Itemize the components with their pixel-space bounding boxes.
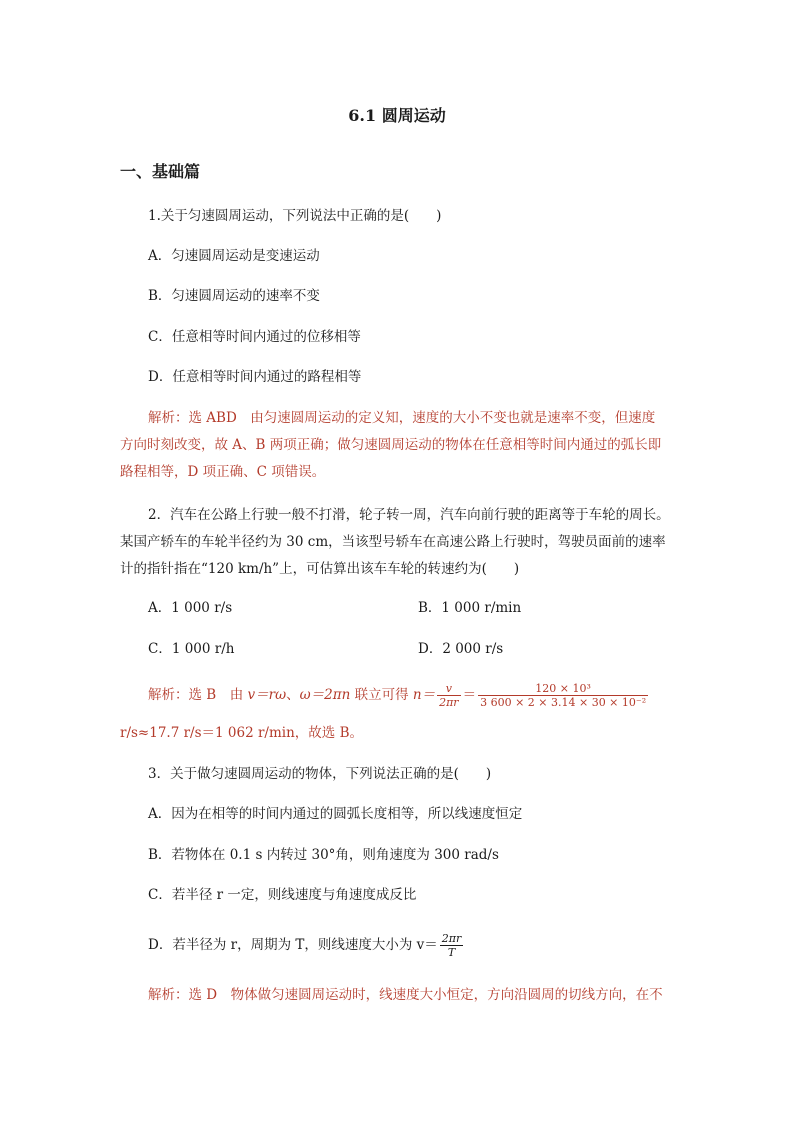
q2-sep: 、 [286,687,300,703]
q2-option-d: D．2 000 r/s [418,641,504,657]
q2-fraction-2-denominator: 3 600 × 2 × 3.14 × 30 × 10⁻² [480,696,647,709]
q1-analysis-line-1: 解析：选 ABD 由匀速圆周运动的定义知，速度的大小不变也就是速率不变，但速度 [148,410,656,426]
q2-eq-omega: ω＝2πn [299,687,351,703]
q3-option-d [148,928,465,962]
q3-option-c: C．若半径 r 一定，则线速度与角速度成反比 [148,887,417,903]
q3-stem: 3．关于做匀速圆周运动的物体，下列说法正确的是( ) [148,766,492,782]
q3-option-b: B．若物体在 0.1 s 内转过 30°角，则角速度为 300 rad/s [148,847,499,863]
q1-option-a: A．匀速圆周运动是变速运动 [148,248,320,264]
q2-stem-line-3: 计的指针指在“120 km/h”上，可估算出该车车轮的转速约为( ) [120,561,520,577]
q2-eq-sign: ＝ [462,687,477,703]
q2-fraction-1-denominator: 2πr [439,696,459,709]
q2-stem-line-2: 某国产轿车的车轮半径约为 30 cm，当该型号轿车在高速公路上行驶时，驾驶员面前的速率 [120,534,666,550]
q2-analysis-line-2: r/s≈17.7 r/s＝1 062 r/min，故选 B。 [120,725,363,741]
q2-option-c: C．1 000 r/h [148,641,235,657]
q1-option-b: B．匀速圆周运动的速率不变 [148,288,320,304]
q3-fraction-numerator: 2πr [441,932,462,945]
q1-option-d: D．任意相等时间内通过的路程相等 [148,369,362,385]
q3-fraction-denominator: T [447,946,456,959]
q3-fraction [440,932,464,959]
q2-fraction-2-numerator: 120 × 10³ [478,682,648,696]
q2-fraction-1-numerator: v [437,682,461,696]
q1-analysis-line-2: 方向时刻改变，故 A、B 两项正确；做匀速圆周运动的物体在任意相等时间内通过的弧长即 [120,437,662,453]
q3-option-a: A．因为在相等的时间内通过的圆弧长度相等，所以线速度恒定 [148,806,523,822]
q2-eq-n: n＝ [412,687,436,703]
q2-option-a: A．1 000 r/s [148,600,233,616]
q1-analysis-line-3: 路程相等，D 项正确、C 项错误。 [120,464,326,480]
q2-analysis-line-1 [148,678,650,712]
q2-analysis-prefix: 解析：选 B 由 [148,687,248,703]
q1-option-c: C．任意相等时间内通过的位移相等 [148,329,361,345]
q2-stem-line-1: 2．汽车在公路上行驶一般不打滑，轮子转一周，汽车向前行驶的距离等于车轮的周长。 [148,507,670,523]
section-heading: 一、基础篇 [120,162,201,181]
q3-option-d-prefix: D．若半径为 r，周期为 T，则线速度大小为 v＝ [148,937,438,953]
q2-fraction-1 [437,682,461,709]
q2-fraction-2 [478,682,648,709]
q2-analysis-mid: 联立可得 [350,687,413,703]
q1-stem: 1.关于匀速圆周运动，下列说法中正确的是( ) [148,208,442,224]
page-title: 6.1 圆周运动 [348,106,446,125]
q2-option-b: B．1 000 r/min [418,600,522,616]
q2-eq-v: v＝rω [247,687,287,703]
q3-analysis-line-1: 解析：选 D 物体做匀速圆周运动时，线速度大小恒定，方向沿圆周的切线方向，在不 [148,987,663,1003]
